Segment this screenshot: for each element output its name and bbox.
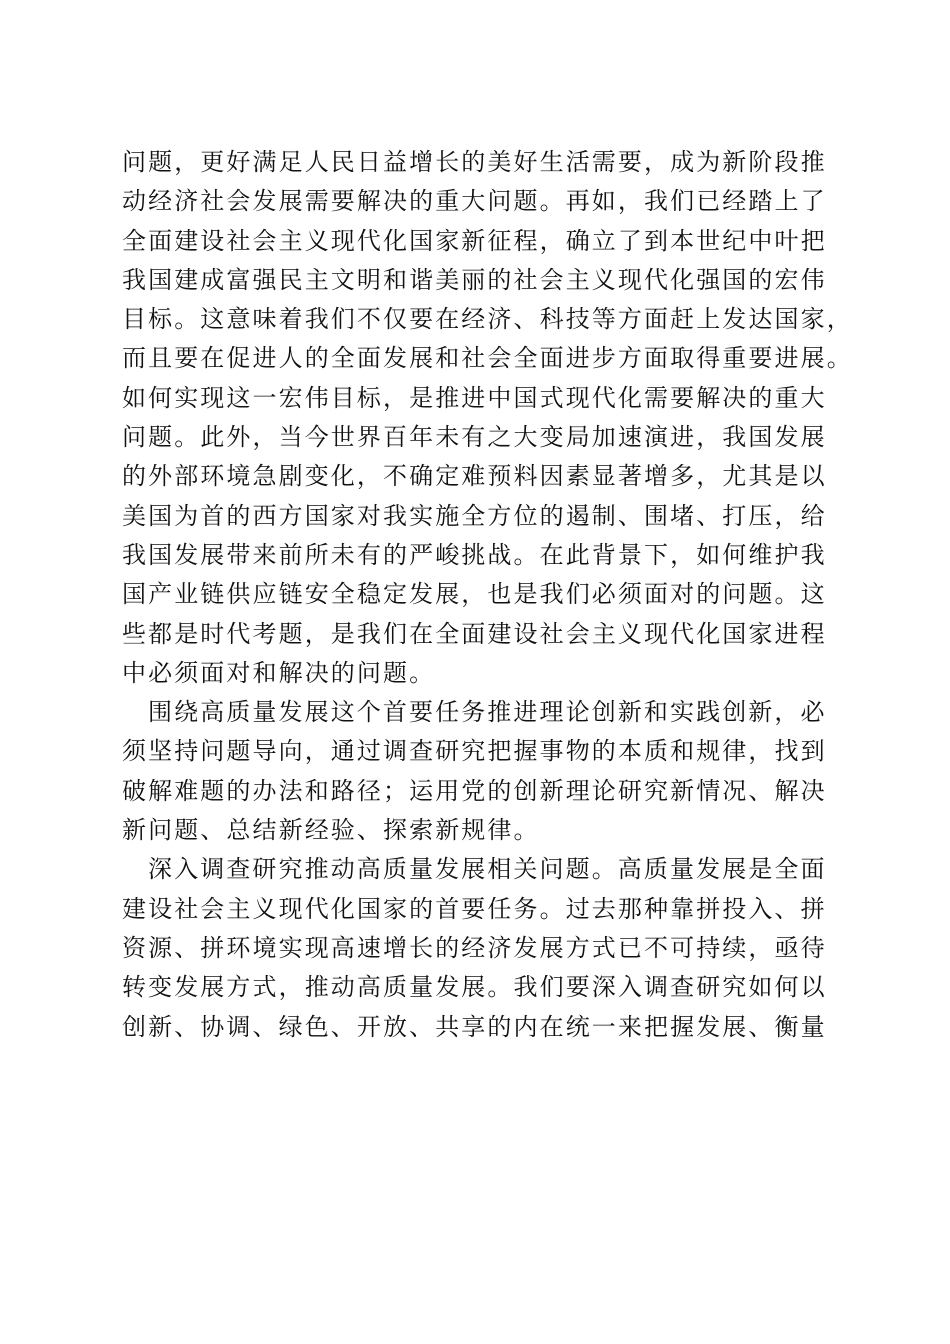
text-line: 而且要在促进人的全面发展和社会全面进步方面取得重要进展。 — [122, 344, 853, 373]
text-line: 我国建成富强民主文明和谐美丽的社会主义现代化强国的宏伟 — [122, 265, 827, 294]
paragraph — [122, 693, 862, 850]
document-body — [122, 143, 862, 1047]
text-line: 转变发展方式，推动高质量发展。我们要深入调查研究如何以 — [122, 973, 827, 1002]
text-line: 美国为首的西方国家对我实施全方位的遏制、围堵、打压，给 — [122, 501, 827, 530]
text-line: 国产业链供应链安全稳定发展，也是我们必须面对的问题。这 — [122, 580, 827, 609]
text-line: 目标。这意味着我们不仅要在经济、科技等方面赶上发达国家， — [122, 305, 853, 334]
text-line: 如何实现这一宏伟目标，是推进中国式现代化需要解决的重大 — [122, 383, 827, 412]
text-line: 我国发展带来前所未有的严峻挑战。在此背景下，如何维护我 — [122, 540, 827, 569]
paragraph — [122, 143, 862, 693]
text-line: 问题。此外，当今世界百年未有之大变局加速演进，我国发展 — [122, 423, 827, 452]
text-line: 些都是时代考题，是我们在全面建设社会主义现代化国家进程 — [122, 619, 827, 648]
text-line: 动经济社会发展需要解决的重大问题。再如，我们已经踏上了 — [122, 187, 827, 216]
text-line: 的外部环境急剧变化，不确定难预料因素显著增多，尤其是以 — [122, 462, 827, 491]
text-line: 新问题、总结新经验、探索新规律。 — [122, 816, 540, 845]
text-line: 资源、拼环境实现高速增长的经济发展方式已不可持续，亟待 — [122, 933, 827, 962]
text-line: 围绕高质量发展这个首要任务推进理论创新和实践创新，必 — [148, 698, 827, 727]
paragraph — [122, 850, 862, 1046]
text-line: 破解难题的办法和路径；运用党的创新理论研究新情况、解决 — [122, 776, 827, 805]
text-line: 须坚持问题导向，通过调查研究把握事物的本质和规律，找到 — [122, 737, 827, 766]
text-line: 问题，更好满足人民日益增长的美好生活需要，成为新阶段推 — [122, 148, 827, 176]
text-line: 深入调查研究推动高质量发展相关问题。高质量发展是全面 — [148, 855, 827, 884]
text-line: 建设社会主义现代化国家的首要任务。过去那种靠拼投入、拼 — [122, 894, 827, 923]
text-line: 创新、协调、绿色、开放、共享的内在统一来把握发展、衡量 — [122, 1012, 827, 1041]
text-line: 全面建设社会主义现代化国家新征程，确立了到本世纪中叶把 — [122, 226, 827, 255]
text-line: 中必须面对和解决的问题。 — [122, 658, 436, 687]
